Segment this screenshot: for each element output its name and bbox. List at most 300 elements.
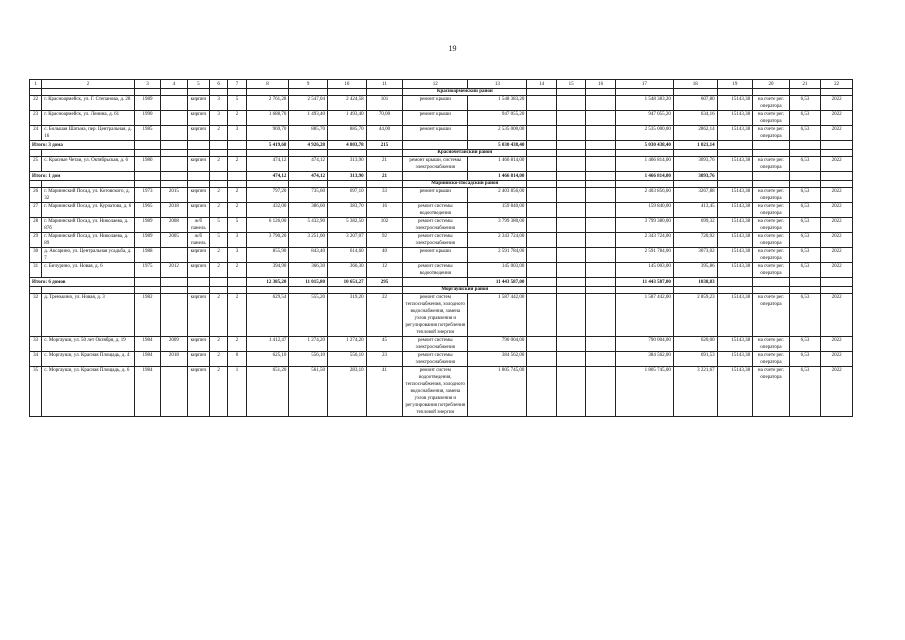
table-cell	[403, 172, 468, 181]
table-cell	[210, 278, 228, 287]
table-cell	[161, 181, 187, 188]
cell-cost-total: 384 562,00	[468, 352, 527, 367]
cell-max-cost: 15143,38	[717, 188, 753, 203]
table-cell	[556, 181, 586, 188]
total-total-area: 474,12	[246, 172, 289, 181]
cell-unit-cost: 3093,76	[673, 157, 717, 172]
cell-address: с. Красные Четаи, ул. Октябрьская, д. 6	[42, 157, 135, 172]
cell-year: 2022	[821, 96, 853, 111]
table-cell	[556, 263, 586, 278]
cell-address: с. Бичурино, ул. Новая, д. 6	[42, 263, 135, 278]
table-cell	[821, 181, 853, 188]
cell-max-cost: 15143,38	[717, 157, 753, 172]
table-cell	[753, 287, 790, 294]
cell-year: 2022	[821, 352, 853, 367]
cell-residents: 12	[366, 263, 403, 278]
cell-area-c: 366,30	[327, 263, 366, 278]
column-number-cell: 21	[789, 80, 821, 89]
table-row	[30, 157, 853, 172]
cell-address: с. Большая Шатьма, пер. Центральная, д. 16	[42, 126, 135, 141]
page-number: 19	[448, 44, 457, 53]
table-row	[30, 96, 853, 111]
table-cell	[289, 150, 328, 157]
cell-unit-cost: 395,86	[673, 263, 717, 278]
cell-year-recon: 2018	[161, 352, 187, 367]
cell-area-c: 283,10	[327, 367, 366, 417]
table-cell	[586, 89, 616, 96]
table-row	[30, 218, 853, 233]
cell-method: на счете рег. оператора	[753, 96, 790, 111]
cell-cost-total: 145 003,00	[468, 263, 527, 278]
cell-rate: 6,53	[789, 263, 821, 278]
cell-num: 34	[30, 352, 42, 367]
cell-area-c: 2 424,58	[327, 96, 366, 111]
cell-year: 2022	[821, 157, 853, 172]
cell-cost-fund: 790 004,00	[615, 337, 673, 352]
cell-total-area: 3 790,20	[246, 233, 289, 248]
cell-work-type: ремонт крыши	[403, 188, 468, 203]
cell-year: 2022	[821, 126, 853, 141]
cell-year-recon	[161, 111, 187, 126]
table-cell	[556, 96, 586, 111]
cell-year-built: 1989	[134, 218, 160, 233]
total-cost-total: 11 443 587,00	[468, 278, 527, 287]
table-cell	[615, 287, 673, 294]
cell-cost-total: 1 587 442,00	[468, 294, 527, 337]
cell-method: на счете рег. оператора	[753, 337, 790, 352]
table-cell	[789, 181, 821, 188]
cell-method: на счете рег. оператора	[753, 188, 790, 203]
table-cell	[615, 181, 673, 188]
table-row	[30, 233, 853, 248]
cell-method: на счете рег. оператора	[753, 352, 790, 367]
table-cell	[673, 89, 717, 96]
cell-address: г. Мариинский Посад, ул. Курчатова, д. 6	[42, 203, 135, 218]
table-cell	[161, 278, 187, 287]
cell-cost-total: 1 466 814,00	[468, 157, 527, 172]
cell-num: 33	[30, 337, 42, 352]
table-row	[30, 367, 853, 417]
cell-residents: 44,00	[366, 126, 403, 141]
table-cell	[586, 126, 616, 141]
cell-area-c: 383,70	[327, 203, 366, 218]
table-row	[30, 188, 853, 203]
table-cell	[210, 181, 228, 188]
table-cell	[228, 150, 246, 157]
cell-area-b: 366,30	[289, 263, 328, 278]
cell-unit-cost: 3073,02	[673, 248, 717, 263]
table-cell	[673, 181, 717, 188]
cell-year-built: 1988	[134, 248, 160, 263]
cell-year-recon: 2005	[161, 233, 187, 248]
cell-area-b: 1 493,40	[289, 111, 328, 126]
cell-unit-cost: 699,32	[673, 218, 717, 233]
table-cell	[527, 263, 557, 278]
table-cell	[586, 263, 616, 278]
cell-max-cost: 15143,38	[717, 233, 753, 248]
section-title: Моргаушский район	[403, 287, 527, 294]
cell-year-built: 1989	[134, 96, 160, 111]
table-cell	[556, 188, 586, 203]
total-area-c: 10 651,27	[327, 278, 366, 287]
cell-rate: 6,53	[789, 218, 821, 233]
cell-residents: 102	[366, 218, 403, 233]
column-number-cell: 3	[134, 80, 160, 89]
table-cell	[673, 287, 717, 294]
cell-rate: 6,53	[789, 233, 821, 248]
cell-num: 31	[30, 263, 42, 278]
cell-unit-cost: 2862,14	[673, 126, 717, 141]
table-cell	[586, 352, 616, 367]
column-number-cell: 12	[403, 80, 468, 89]
table-cell	[246, 150, 289, 157]
total-total-area: 12 385,20	[246, 278, 289, 287]
cell-year-recon: 2009	[161, 337, 187, 352]
cell-year-recon: 2015	[161, 188, 187, 203]
section-total-row	[30, 172, 853, 181]
cell-entrances: 2	[228, 337, 246, 352]
table-cell	[586, 248, 616, 263]
cell-area-b: 5 432,90	[289, 218, 328, 233]
table-row	[30, 203, 853, 218]
cell-rate: 6,53	[789, 126, 821, 141]
cell-address: с. Моргауши, ул. Красная Площадь, д. 6	[42, 367, 135, 417]
table-cell	[161, 141, 187, 150]
table-cell	[366, 287, 403, 294]
cell-cost-fund: 1 466 814,00	[615, 157, 673, 172]
table-cell	[753, 141, 790, 150]
table-cell	[30, 287, 42, 294]
cell-rate: 6,53	[789, 337, 821, 352]
table-cell	[753, 181, 790, 188]
table-cell	[789, 150, 821, 157]
total-cost-total: 1 466 814,00	[468, 172, 527, 181]
cell-year-built: 1980	[134, 157, 160, 172]
cell-entrances: 2	[228, 188, 246, 203]
table-cell	[527, 172, 557, 181]
cell-year-recon: 2012	[161, 263, 187, 278]
cell-area-c: 614,60	[327, 248, 366, 263]
cell-entrances: 2	[228, 157, 246, 172]
cell-area-b: 2 547,04	[289, 96, 328, 111]
table-cell	[228, 141, 246, 150]
cell-work-type: ремонт крыши	[403, 126, 468, 141]
cell-total-area: 1 412,47	[246, 337, 289, 352]
table-cell	[586, 188, 616, 203]
table-cell	[161, 287, 187, 294]
cell-total-area: 651,20	[246, 367, 289, 417]
table-cell	[210, 287, 228, 294]
table-cell	[228, 181, 246, 188]
table-cell	[821, 89, 853, 96]
cell-floors: 2	[210, 157, 228, 172]
cell-method: на счете рег. оператора	[753, 294, 790, 337]
table-cell	[327, 89, 366, 96]
cell-rate: 6,53	[789, 96, 821, 111]
table-cell	[228, 287, 246, 294]
cell-cost-fund: 2 535 000,00	[615, 126, 673, 141]
cell-work-type: ремонт системы электроснабжения	[403, 352, 468, 367]
cell-material: кирпич	[187, 352, 209, 367]
cell-cost-fund: 1 587 442,00	[615, 294, 673, 337]
column-number-cell: 13	[468, 80, 527, 89]
table-cell	[753, 278, 790, 287]
cell-cost-fund: 159 840,00	[615, 203, 673, 218]
cell-residents: 16	[366, 203, 403, 218]
cell-area-b: 3 251,00	[289, 233, 328, 248]
section-title: Мариинско-Посадский район	[403, 181, 527, 188]
total-cost-total: 5 030 438,40	[468, 141, 527, 150]
table-cell	[586, 233, 616, 248]
cell-cost-fund: 947 055,20	[615, 111, 673, 126]
cell-year-built: 1982	[134, 294, 160, 337]
table-cell	[527, 157, 557, 172]
table-cell	[789, 278, 821, 287]
table-cell	[717, 181, 753, 188]
table-cell	[210, 150, 228, 157]
cell-area-b: 386,60	[289, 203, 328, 218]
table-cell	[134, 141, 160, 150]
cell-total-area: 474,12	[246, 157, 289, 172]
cell-work-type: ремонт систем водоотведения, теплоснабжения, холодного водоснабжения, замена узлов управления и регулирования потребления тепловой энергии	[403, 367, 468, 417]
table-cell	[134, 287, 160, 294]
table-cell	[134, 89, 160, 96]
cell-residents: 40	[366, 248, 403, 263]
column-number-cell: 22	[821, 80, 853, 89]
cell-unit-cost: 607,80	[673, 96, 717, 111]
cell-rate: 6,53	[789, 188, 821, 203]
table-cell	[527, 233, 557, 248]
cell-total-area: 1 688,70	[246, 111, 289, 126]
cell-method: на счете рег. оператора	[753, 157, 790, 172]
cell-year: 2022	[821, 367, 853, 417]
cell-year: 2022	[821, 188, 853, 203]
table-cell	[556, 248, 586, 263]
cell-material: кирпич	[187, 188, 209, 203]
column-number-row	[30, 80, 853, 89]
section-total-row	[30, 141, 853, 150]
table-cell	[289, 287, 328, 294]
table-cell	[42, 287, 135, 294]
cell-total-area: 855,90	[246, 248, 289, 263]
table-cell	[527, 294, 557, 337]
cell-work-type: ремонт крыши	[403, 111, 468, 126]
table-cell	[42, 89, 135, 96]
cell-year-recon: 2018	[161, 203, 187, 218]
cell-year-built: 1965	[134, 203, 160, 218]
table-cell	[586, 96, 616, 111]
cell-material: кирпич	[187, 263, 209, 278]
table-cell	[527, 111, 557, 126]
cell-floors: 2	[210, 188, 228, 203]
cell-work-type: ремонт системы электроснабжения	[403, 233, 468, 248]
cell-max-cost: 15143,38	[717, 111, 753, 126]
table-row	[30, 294, 853, 337]
table-cell	[246, 89, 289, 96]
cell-area-b: 843,40	[289, 248, 328, 263]
cell-method: на счете рег. оператора	[753, 218, 790, 233]
cell-area-b: 474,12	[289, 157, 328, 172]
cell-year: 2022	[821, 263, 853, 278]
table-cell	[717, 150, 753, 157]
table-cell	[556, 367, 586, 417]
table-cell	[366, 150, 403, 157]
cell-method: на счете рег. оператора	[753, 203, 790, 218]
table-cell	[228, 172, 246, 181]
cell-address: г. Красноармейск, ул. Ленина, д. 61	[42, 111, 135, 126]
cell-method: на счете рег. оператора	[753, 126, 790, 141]
table-cell	[161, 150, 187, 157]
cell-max-cost: 15143,38	[717, 126, 753, 141]
table-cell	[161, 89, 187, 96]
cell-unit-cost: 2 859,23	[673, 294, 717, 337]
table-cell	[527, 141, 557, 150]
table-cell	[586, 278, 616, 287]
table-cell	[289, 181, 328, 188]
cell-rate: 6,53	[789, 203, 821, 218]
cell-year-recon	[161, 96, 187, 111]
column-number-cell: 7	[228, 80, 246, 89]
cell-work-type: ремонт системы электроснабжения	[403, 337, 468, 352]
table-cell	[289, 89, 328, 96]
cell-year-built: 1975	[134, 263, 160, 278]
cell-rate: 6,53	[789, 157, 821, 172]
table-cell	[527, 188, 557, 203]
section-total-label: Итого: 1 дом	[30, 172, 135, 181]
table-cell	[527, 96, 557, 111]
cell-material: кирпич	[187, 294, 209, 337]
table-row	[30, 352, 853, 367]
cell-cost-fund: 2 343 724,00	[615, 233, 673, 248]
cell-material: ж/б панель	[187, 233, 209, 248]
column-number-cell: 5	[187, 80, 209, 89]
column-number-cell: 16	[586, 80, 616, 89]
table-cell	[586, 181, 616, 188]
cell-area-b: 561,50	[289, 367, 328, 417]
cell-residents: 21	[366, 157, 403, 172]
cell-num: 29	[30, 233, 42, 248]
cell-year-built: 1984	[134, 352, 160, 367]
table-cell	[717, 287, 753, 294]
repair-register-table	[29, 79, 853, 417]
table-cell	[717, 278, 753, 287]
cell-year-built: 1990	[134, 111, 160, 126]
cell-num: 25	[30, 157, 42, 172]
cell-entrances: 3	[228, 233, 246, 248]
cell-rate: 6,53	[789, 248, 821, 263]
cell-material: кирпич	[187, 203, 209, 218]
column-number-cell: 10	[327, 80, 366, 89]
cell-total-area: 6 126,00	[246, 218, 289, 233]
cell-cost-total: 2 343 724,00	[468, 233, 527, 248]
total-unit-cost: 1038,83	[673, 278, 717, 287]
table-cell	[556, 337, 586, 352]
cell-method: на счете рег. оператора	[753, 233, 790, 248]
total-total-area: 5 419,68	[246, 141, 289, 150]
cell-total-area: 394,90	[246, 263, 289, 278]
table-cell	[615, 89, 673, 96]
cell-floors: 5	[210, 218, 228, 233]
section-total-label: Итого: 3 дома	[30, 141, 135, 150]
cell-unit-cost: 691,53	[673, 352, 717, 367]
table-cell	[586, 172, 616, 181]
cell-work-type: ремонт системы водоотведения	[403, 203, 468, 218]
table-cell	[717, 89, 753, 96]
cell-area-b: 1 274,20	[289, 337, 328, 352]
cell-address: с. Моргауши, ул. 50 лет Октября, д. 19	[42, 337, 135, 352]
cell-unit-cost: 3 221,67	[673, 367, 717, 417]
total-residents: 215	[366, 141, 403, 150]
cell-year: 2022	[821, 111, 853, 126]
table-cell	[187, 181, 209, 188]
table-row	[30, 337, 853, 352]
cell-residents: 101	[366, 96, 403, 111]
cell-num: 28	[30, 218, 42, 233]
table-body	[30, 80, 853, 417]
table-cell	[366, 89, 403, 96]
column-number-cell: 20	[753, 80, 790, 89]
table-cell	[327, 287, 366, 294]
cell-material: кирпич	[187, 126, 209, 141]
table-cell	[821, 172, 853, 181]
cell-cost-total: 159 840,00	[468, 203, 527, 218]
table-cell	[42, 150, 135, 157]
table-cell	[134, 172, 160, 181]
table-cell	[556, 278, 586, 287]
table-cell	[527, 203, 557, 218]
cell-address: г. Мариинский Посад, ул. Николаева, д. 89	[42, 233, 135, 248]
cell-floors: 5	[210, 233, 228, 248]
table-cell	[403, 278, 468, 287]
section-title: Красноармейский район	[403, 89, 527, 96]
cell-cost-fund: 1 548 383,20	[615, 96, 673, 111]
table-cell	[586, 287, 616, 294]
table-cell	[556, 150, 586, 157]
cell-entrances: 5	[228, 96, 246, 111]
cell-cost-fund: 2 591 784,00	[615, 248, 673, 263]
cell-residents: 41	[366, 367, 403, 417]
cell-cost-fund: 145 003,00	[615, 263, 673, 278]
cell-work-type: ремонт системы электроснабжения	[403, 218, 468, 233]
cell-year: 2022	[821, 203, 853, 218]
cell-rate: 6,53	[789, 367, 821, 417]
section-header-row	[30, 89, 853, 96]
cell-total-area: 625,10	[246, 352, 289, 367]
cell-entrances: 2	[228, 203, 246, 218]
section-header-row	[30, 287, 853, 294]
table-cell	[30, 181, 42, 188]
table-row	[30, 263, 853, 278]
cell-material: кирпич	[187, 337, 209, 352]
table-cell	[789, 172, 821, 181]
cell-cost-total: 2 535 000,00	[468, 126, 527, 141]
cell-area-b: 555,20	[289, 294, 328, 337]
cell-cost-total: 947 055,20	[468, 111, 527, 126]
cell-area-c: 1 274,20	[327, 337, 366, 352]
total-area-b: 11 015,80	[289, 278, 328, 287]
table-cell	[586, 218, 616, 233]
cell-work-type: ремонт систем теплоснабжения, холодного водоснабжения, замена узлов управления и регулирования потребления тепловой энергии	[403, 294, 468, 337]
cell-method: на счете рег. оператора	[753, 111, 790, 126]
cell-rate: 6,53	[789, 352, 821, 367]
cell-year-recon	[161, 126, 187, 141]
table-cell	[556, 157, 586, 172]
cell-total-area: 797,20	[246, 188, 289, 203]
cell-unit-cost: 634,16	[673, 111, 717, 126]
table-cell	[789, 141, 821, 150]
table-cell	[556, 287, 586, 294]
cell-residents: 70,00	[366, 111, 403, 126]
